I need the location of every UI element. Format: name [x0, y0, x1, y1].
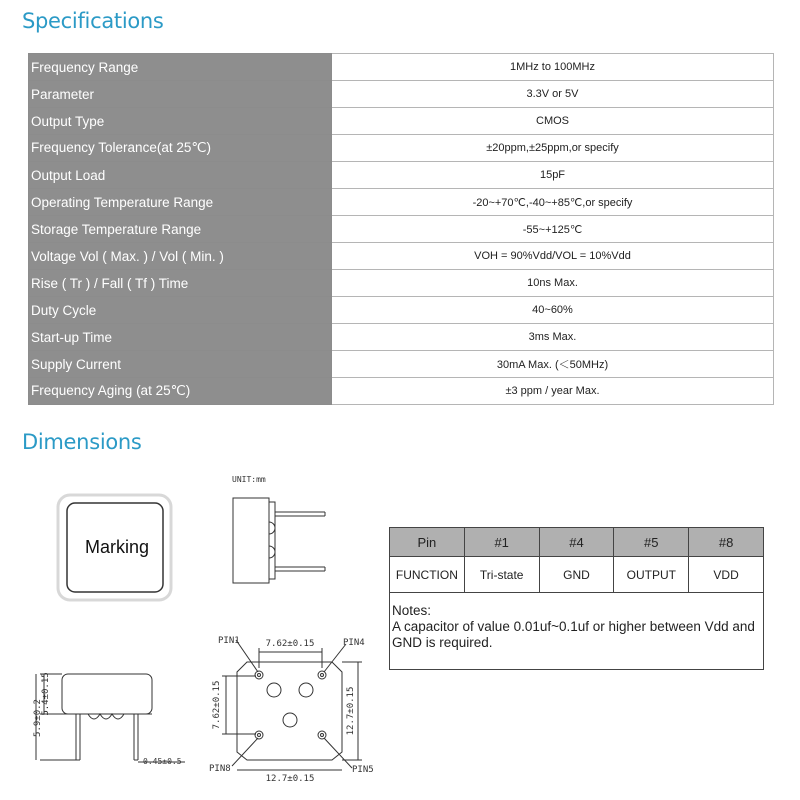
pin5-label: PIN5 — [352, 765, 374, 775]
dim-left-height: 7.62±0.15 — [212, 680, 222, 730]
spec-label: Parameter — [29, 81, 332, 108]
dim-top-width: 7.62±0.15 — [265, 639, 315, 649]
spec-label: Operating Temperature Range — [29, 189, 332, 216]
notes-text: A capacitor of value 0.01uf~0.1uf or higher between Vdd and GND is required. — [392, 619, 755, 650]
spec-value: ±20ppm,±25ppm,or specify — [332, 135, 774, 162]
spec-value: 1MHz to 100MHz — [332, 54, 774, 81]
marking-label: Marking — [84, 537, 150, 557]
front-view-drawing — [36, 674, 185, 762]
spec-label: Duty Cycle — [29, 297, 332, 324]
pin-function-cell: VDD — [689, 557, 764, 593]
spec-label: Frequency Aging (at 25℃) — [29, 378, 332, 405]
notes-cell — [390, 593, 764, 670]
pin-function-cell: Tri-state — [464, 557, 539, 593]
pin-header-cell: #1 — [464, 528, 539, 557]
dim-pin-diameter: 0.45±0.5 — [143, 757, 182, 766]
pin-function-table — [389, 527, 764, 670]
spec-value: VOH = 90%Vdd/VOL = 10%Vdd — [332, 243, 774, 270]
spec-value: -20~+70℃,-40~+85℃,or specify — [332, 189, 774, 216]
bottom-view-drawing — [222, 640, 362, 770]
side-view-drawing — [232, 475, 325, 583]
pin-header-cell: #5 — [614, 528, 689, 557]
pin8-label: PIN8 — [209, 764, 231, 774]
pin1-label: PIN1 — [218, 636, 240, 646]
dim-bottom-width: 12.7±0.15 — [265, 774, 315, 784]
pin-function-cell: OUTPUT — [614, 557, 689, 593]
pin-header-cell: Pin — [390, 528, 465, 557]
spec-label: Voltage Vol ( Max. ) / Vol ( Min. ) — [29, 243, 332, 270]
pin-function-cell: GND — [539, 557, 614, 593]
spec-value: ±3 ppm / year Max. — [332, 378, 774, 405]
spec-value: 3.3V or 5V — [332, 81, 774, 108]
unit-label: UNIT:mm — [232, 475, 266, 484]
spec-label: Output Type — [29, 108, 332, 135]
spec-label: Rise ( Tr ) / Fall ( Tf ) Time — [29, 270, 332, 297]
spec-label: Start-up Time — [29, 324, 332, 351]
dim-total-height: 5.9±0.2 — [33, 699, 43, 737]
specifications-heading: Specifications — [22, 9, 164, 33]
spec-label: Frequency Range — [29, 54, 332, 81]
spec-label: Output Load — [29, 162, 332, 189]
spec-value: 10ns Max. — [332, 270, 774, 297]
pin-function-cell: FUNCTION — [390, 557, 465, 593]
spec-value: -55~+125℃ — [332, 216, 774, 243]
spec-value: 40~60% — [332, 297, 774, 324]
dimensions-heading: Dimensions — [22, 430, 142, 454]
dim-right-height: 12.7±0.15 — [346, 686, 356, 736]
spec-label: Supply Current — [29, 351, 332, 378]
pin4-label: PIN4 — [343, 638, 365, 648]
spec-label: Frequency Tolerance(at 25℃) — [29, 135, 332, 162]
spec-label: Storage Temperature Range — [29, 216, 332, 243]
spec-value: 30mA Max. (＜50MHz) — [332, 351, 774, 378]
spec-value: 15pF — [332, 162, 774, 189]
pin-header-cell: #4 — [539, 528, 614, 557]
notes-title: Notes: — [392, 603, 432, 618]
spec-value: CMOS — [332, 108, 774, 135]
pin-header-cell: #8 — [689, 528, 764, 557]
spec-value: 3ms Max. — [332, 324, 774, 351]
top-view-drawing — [58, 495, 171, 600]
dim-body-height: 5.4±0.15 — [41, 672, 51, 716]
